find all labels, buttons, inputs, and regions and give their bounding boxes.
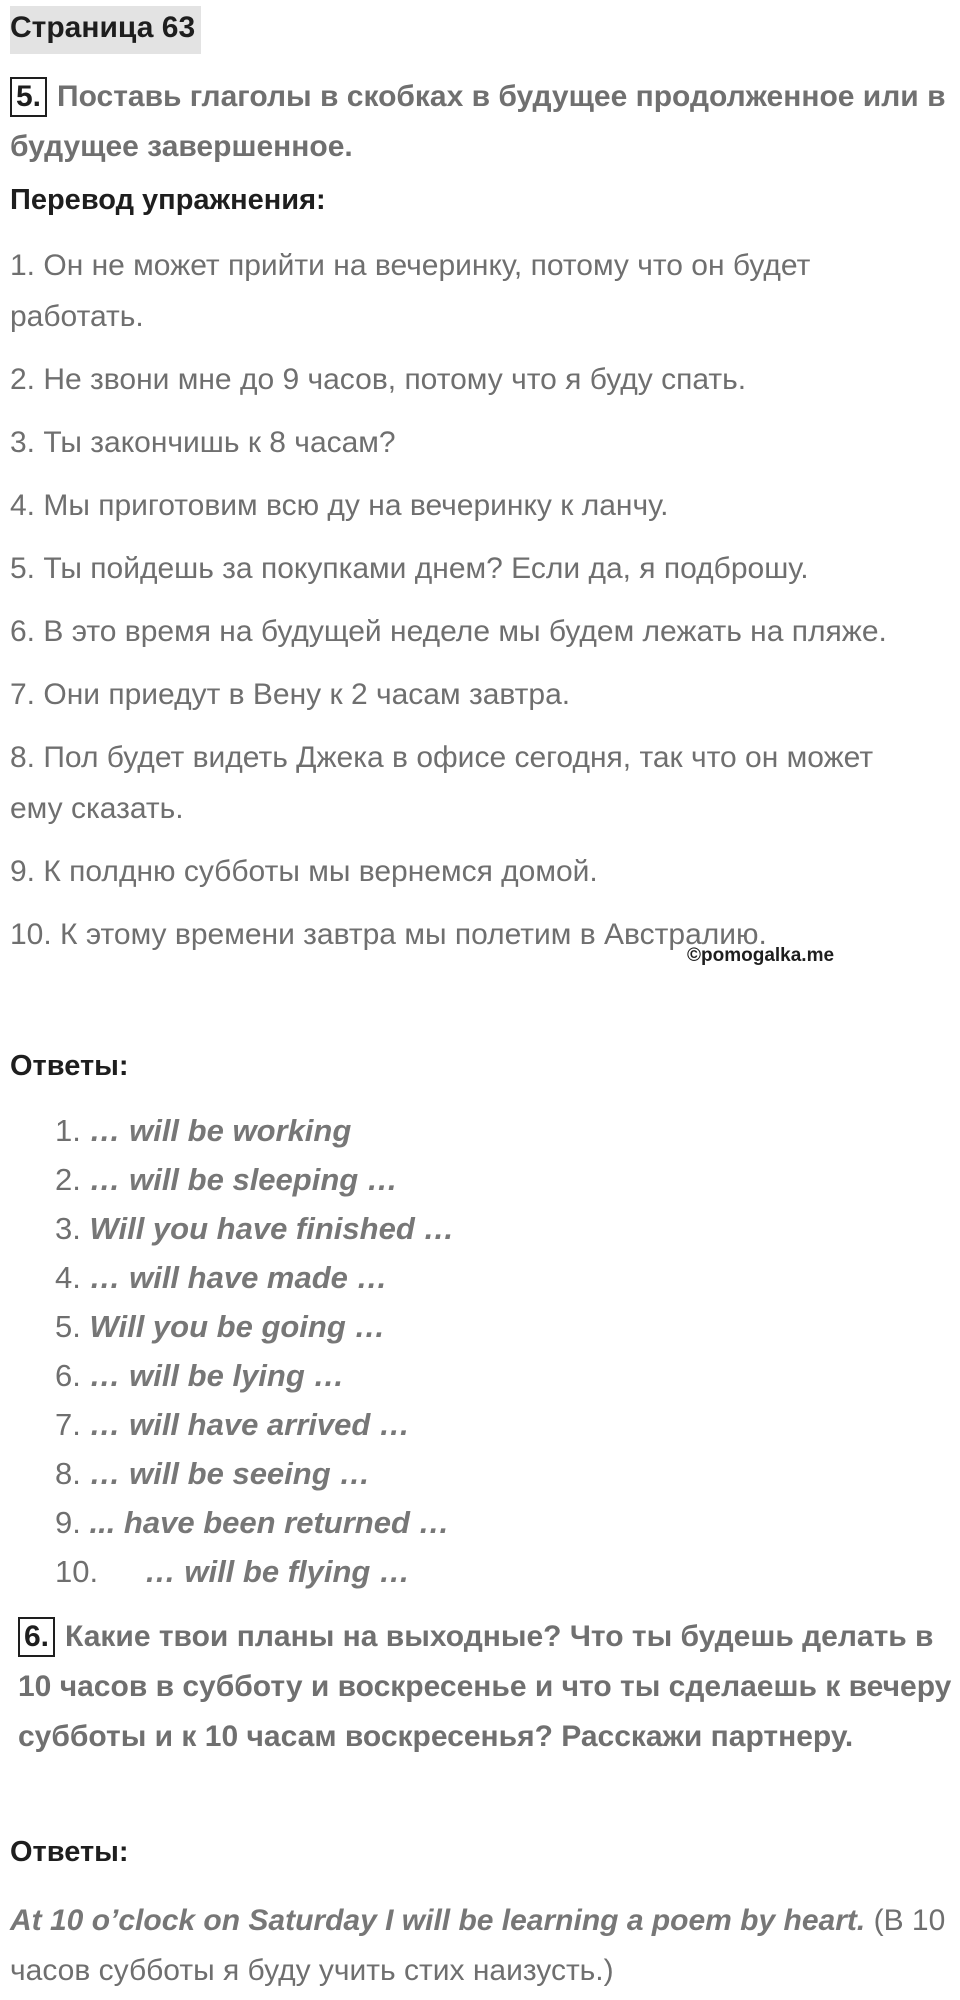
sentence-5: 5. Ты пойдешь за покупками днем? Если да, я подброшу. <box>10 552 809 585</box>
page-title: Страница 63 <box>10 6 201 54</box>
answer-item: 9. ... have been returned … <box>55 1505 450 1540</box>
watermark: ©pomogalka.me <box>687 945 835 966</box>
sentence-8: 8. Пол будет видеть Джека в офисе сегодня, так что он может ему сказать. <box>10 741 874 825</box>
task-6-number: 6. <box>18 1617 55 1657</box>
answer-item: 4. … will have made … <box>55 1260 388 1295</box>
answers-heading-2: Ответы: <box>10 1836 129 1868</box>
answer-6-english: At 10 o’clock on Saturday I will be learning a poem by heart. <box>10 1904 866 1937</box>
translation-heading: Перевод упражнения: <box>10 184 326 216</box>
task-5-instruction: Поставь глаголы в скобках в будущее продолженное или в будущее завершенное. <box>10 80 946 163</box>
answer-6 <box>10 1896 955 1996</box>
task-6 <box>18 1612 953 1762</box>
answer-item: 3. Will you have finished … <box>55 1211 455 1246</box>
sentence-4: 4. Мы приготовим всю ду на вечеринку к ланчу. <box>10 489 669 522</box>
answer-item: 6. … will be lying … <box>55 1358 345 1393</box>
answer-item: 8. … will be seeing … <box>55 1456 371 1491</box>
sentence-3: 3. Ты закончишь к 8 часам? <box>10 426 396 459</box>
sentence-2: 2. Не звони мне до 9 часов, потому что я буду спать. <box>10 363 747 396</box>
sentence-9: 9. К полдню субботы мы вернемся домой. <box>10 855 598 888</box>
sentence-10: 10. К этому времени завтра мы полетим в Австралию. <box>10 918 767 951</box>
sentence-1: 1. Он не может прийти на вечеринку, потому что он будет работать. <box>10 249 811 333</box>
answer-6-russian: (В 10 часов субботы я буду учить стих наизусть.) <box>10 1904 946 1987</box>
answers-heading-1: Ответы: <box>10 1050 129 1082</box>
answers-list <box>55 1106 755 1596</box>
sentence-7: 7. Они приедут в Вену к 2 часам завтра. <box>10 678 571 711</box>
answer-item: 7. … will have arrived … <box>55 1407 410 1442</box>
answer-item: 2. … will be sleeping … <box>55 1162 398 1197</box>
answer-item: 1. … will be working <box>55 1113 352 1148</box>
task-5 <box>10 72 950 172</box>
task-5-number: 5. <box>10 77 47 117</box>
answer-item: 5. Will you be going … <box>55 1309 386 1344</box>
task-6-instruction: Какие твои планы на выходные? Что ты будешь делать в 10 часов в субботу и воскресенье и что ты сделаешь к вечеру субботы и к 10 часам воскресенья? Расскажи партнеру. <box>18 1620 952 1753</box>
answer-item: 10. … will be flying … <box>55 1554 410 1589</box>
sentence-6: 6. В это время на будущей неделе мы будем лежать на пляже. <box>10 615 887 648</box>
translation-list <box>10 240 930 972</box>
